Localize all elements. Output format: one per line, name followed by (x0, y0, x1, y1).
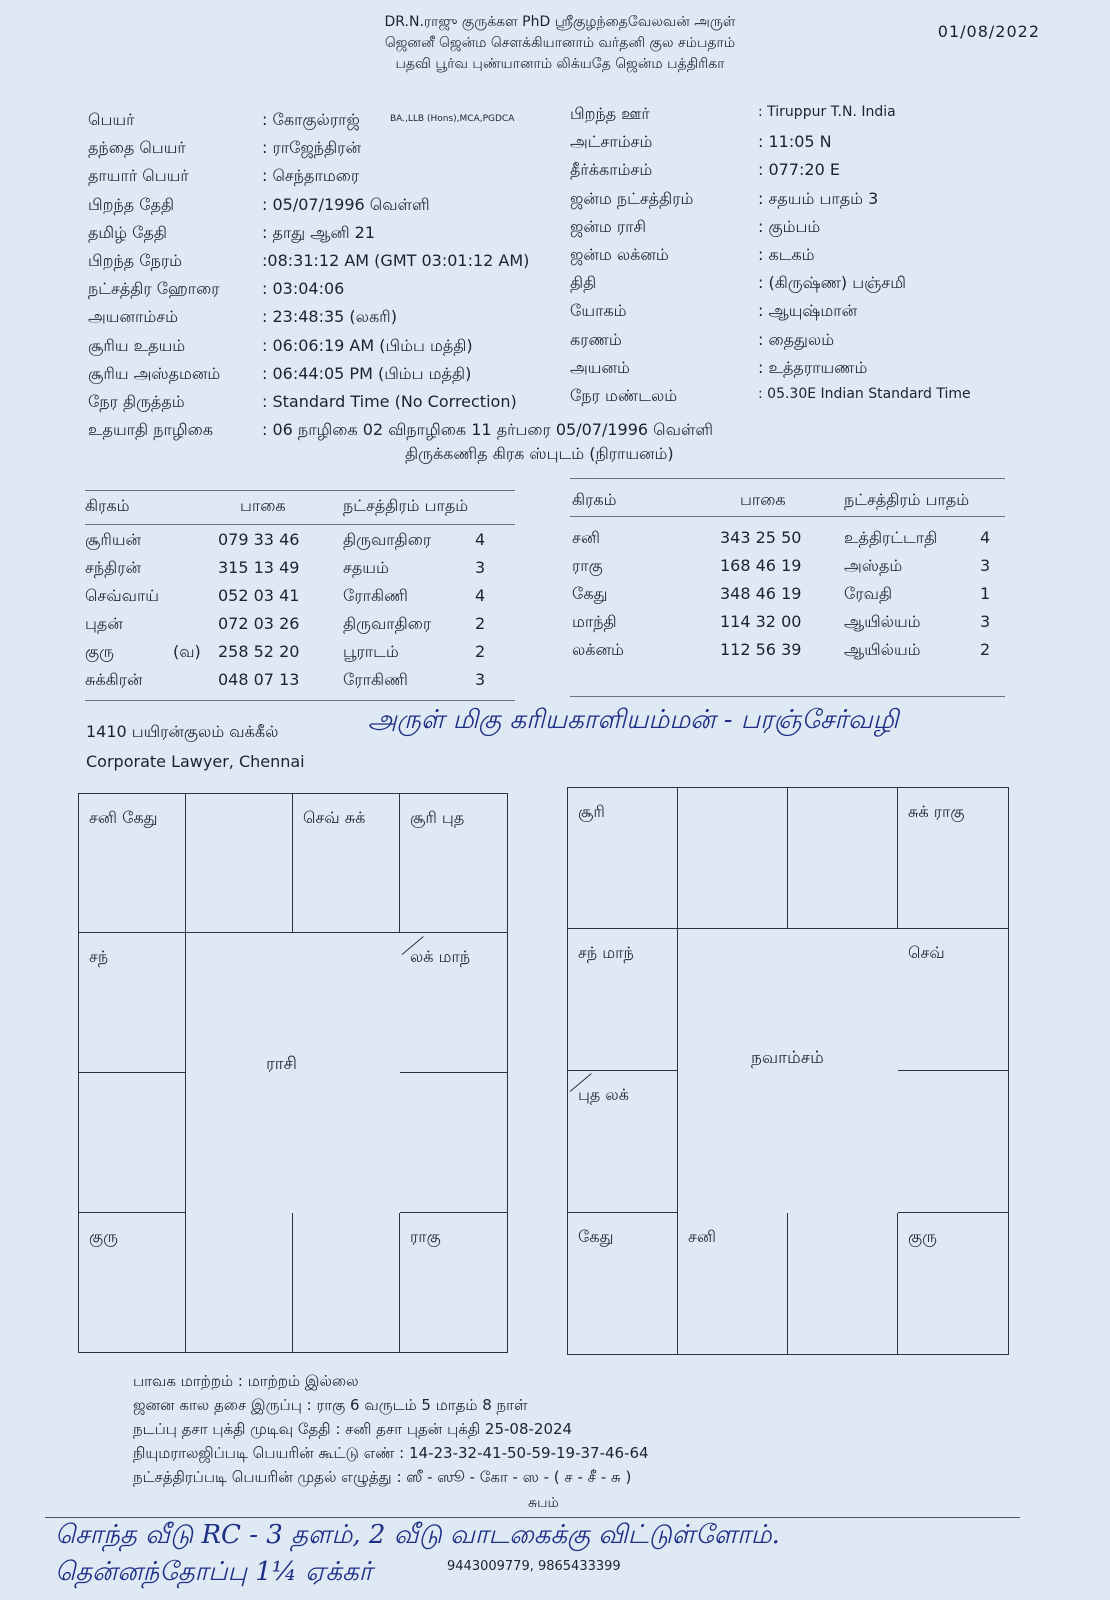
rasi-house-9: குரு (79, 1213, 186, 1352)
planet-pada: 3 (475, 670, 486, 689)
detail-value: : 11:05 N (758, 132, 832, 152)
detail-value: : சதயம் பாதம் 3 (758, 188, 879, 208)
planet-name: லக்னம் (572, 640, 624, 659)
col-planet: கிரகம் (572, 490, 617, 509)
planet-pada: 4 (475, 586, 486, 605)
detail-label: பிறந்த ஊர் (570, 104, 650, 123)
detail-label: ஜன்ம லக்னம் (570, 245, 669, 264)
table-right-rule-bottom (570, 696, 1005, 697)
detail-label: சூரிய அஸ்தமனம் (88, 363, 221, 383)
detail-label: அயனாம்சம் (88, 307, 178, 327)
planet-row (85, 530, 515, 558)
detail-value: : 05.30E Indian Standard Time (758, 386, 971, 402)
col-planet: கிரகம் (85, 496, 130, 515)
navamsa-chart (567, 787, 1009, 1355)
planet-deg: 258 52 20 (218, 642, 300, 661)
navamsa-house-3 (788, 788, 898, 929)
table-right-rule-top (570, 478, 1005, 479)
header-line-2: ஜெனனீ ஜென்ம செளக்கியானாம் வர்தனி குல சம்பதாம் (384, 35, 736, 51)
footer-line: நடப்பு தசா புக்தி முடிவு தேதி : சனி தசா புதன் புக்தி 25-08-2024 (133, 1420, 573, 1438)
detail-value: : செந்தாமரை (262, 166, 360, 186)
detail-label: தந்தை பெயர் (88, 138, 186, 158)
detail-label: உதயாதி நாழிகை (88, 420, 213, 440)
navamsa-house-6: செவ் (898, 929, 1008, 1071)
table-left-rule-top (85, 490, 515, 491)
planet-name: சந்திரன் (85, 558, 142, 577)
planet-name: ராகு (572, 556, 603, 575)
rasi-house-11 (293, 1213, 400, 1352)
planet-pada: 4 (475, 530, 486, 549)
detail-label: தீர்க்காம்சம் (570, 160, 653, 180)
planet-pada: 2 (475, 614, 486, 633)
navamsa-center-label: நவாம்சம் (751, 1048, 824, 1068)
rasi-house-2 (186, 794, 293, 933)
detail-label: யோகம் (570, 301, 627, 321)
detail-value: : 23:48:35 (லகரி) (262, 307, 397, 327)
rasi-house-4: சூரி புத (400, 794, 507, 933)
table-left-rule-bottom (85, 700, 515, 701)
navamsa-house-2 (678, 788, 788, 929)
detail-value: : 06:06:19 AM (பிம்ப மத்தி) (262, 335, 473, 355)
navamsa-house-10: சனி (678, 1213, 788, 1354)
col-star: நட்சத்திரம் பாதம் (343, 496, 469, 515)
rasi-house-8 (400, 1073, 507, 1213)
planet-deg: 315 13 49 (218, 558, 300, 577)
detail-value: : 06 நாழிகை 02 விநாழிகை 11 தர்பரை 05/07/1996 வெள்ளி (262, 420, 714, 440)
detail-label: பிறந்த தேதி (88, 194, 175, 214)
planet-deg: 168 46 19 (720, 556, 802, 575)
detail-label: பெயர் (88, 110, 135, 129)
rows-right (572, 528, 1007, 668)
planet-name: செவ்வாய் (85, 586, 160, 605)
table-header-row (85, 496, 515, 524)
col-degree: பாகை (240, 496, 286, 515)
footer-line: நட்சத்திரப்படி பெயரின் முதல் எழுத்து : ஸீ - ஸூ - கோ - ஸ - ( ச - சீ - சு ) (133, 1468, 632, 1486)
rasi-house-6: லக் மாந் (400, 933, 507, 1073)
detail-label: பிறந்த நேரம் (88, 251, 183, 270)
planet-name: புதன் (85, 614, 123, 633)
detail-label: தாயார் பெயர் (88, 166, 189, 186)
planet-star: அஸ்தம் (844, 556, 903, 575)
detail-value: : கோகுல்ராஜ் (262, 110, 360, 129)
phone-numbers: 9443009779, 9865433399 (447, 1559, 621, 1574)
planet-deg: 114 32 00 (720, 612, 802, 631)
detail-value: : கும்பம் (758, 216, 821, 236)
planet-name: கேது (572, 584, 608, 603)
rows-left (85, 530, 515, 698)
detail-value: : தாது ஆனி 21 (262, 222, 376, 242)
planet-star: ஆயில்யம் (844, 640, 921, 659)
detail-value: : ராஜேந்திரன் (262, 138, 361, 158)
planet-deg: 348 46 19 (720, 584, 802, 603)
navamsa-house-8 (898, 1071, 1008, 1213)
detail-label: ஜன்ம நட்சத்திரம் (570, 188, 694, 208)
footer-subham: சுபம் (528, 1495, 559, 1511)
planet-name: மாந்தி (572, 612, 617, 631)
navamsa-house-4: சுக் ராகு (898, 788, 1008, 929)
rasi-house-10 (186, 1213, 293, 1352)
planet-star: ரோகிணி (343, 586, 408, 605)
detail-label: திதி (570, 273, 597, 293)
planet-star: உத்திரட்டாதி (844, 528, 938, 547)
rasi-house-3: செவ் சுக் (293, 794, 400, 933)
footer-rule (45, 1517, 1020, 1518)
document-date: 01/08/2022 (937, 22, 1040, 41)
name-degrees: BA.,LLB (Hons),MCA,PGDCA (390, 114, 515, 124)
planet-pada: 2 (980, 640, 991, 659)
planet-pada: 2 (475, 642, 486, 661)
planet-deg: 072 03 26 (218, 614, 300, 633)
planet-deg: 048 07 13 (218, 670, 300, 689)
planet-pada: 1 (980, 584, 991, 603)
planet-table-right (572, 490, 1007, 668)
detail-label: நட்சத்திர ஹோரை (88, 279, 220, 299)
detail-label: சூரிய உதயம் (88, 335, 186, 355)
detail-value: : 05/07/1996 வெள்ளி (262, 194, 430, 214)
navamsa-house-1: சூரி (568, 788, 678, 929)
detail-value: :08:31:12 AM (GMT 03:01:12 AM) (262, 251, 530, 270)
planet-row (85, 614, 515, 642)
planet-deg: 112 56 39 (720, 640, 802, 659)
detail-value: : தைதுலம் (758, 329, 835, 349)
planet-name: குரு (85, 642, 114, 661)
detail-value: : Tiruppur T.N. India (758, 104, 896, 120)
detail-label: அயனம் (570, 357, 630, 377)
handwritten-deity: அருள் மிகு கரியகாளியம்மன் - பரஞ்சேர்வழி (368, 705, 899, 735)
planet-row (572, 612, 1007, 640)
footer-line: பாவக மாற்றம் : மாற்றம் இல்லை (133, 1372, 359, 1390)
planet-deg: 343 25 50 (720, 528, 802, 547)
rasi-center-label: ராசி (266, 1054, 297, 1074)
detail-value: : கடகம் (758, 245, 815, 264)
rasi-house-5: சந் (79, 933, 186, 1073)
planet-pada: 4 (980, 528, 991, 547)
detail-value: : 03:04:06 (262, 279, 345, 299)
planet-pada: 3 (980, 612, 991, 631)
planet-flag: (வ) (173, 642, 201, 661)
detail-value: : ஆயுஷ்மான் (758, 301, 858, 321)
planet-pada: 3 (980, 556, 991, 575)
table-header-row (572, 490, 1007, 518)
planet-star: ரேவதி (844, 584, 893, 603)
footer-line: நியுமராலஜிப்படி பெயரின் கூட்டு எண் : 14-23-32-41-50-59-19-37-46-64 (133, 1444, 649, 1462)
planet-name: சனி (572, 528, 600, 547)
detail-value: : 06:44:05 PM (பிம்ப மத்தி) (262, 363, 472, 383)
planet-row (85, 642, 515, 670)
header-line-3: பதவி பூர்வ புண்யானாம் லிக்யதே ஜென்ம பத்திரிகா (395, 56, 725, 72)
planet-star: திருவாதிரை (343, 614, 432, 633)
planet-row (572, 556, 1007, 584)
rasi-house-7 (79, 1073, 186, 1213)
col-degree: பாகை (740, 490, 786, 509)
footer-line: ஜனன கால தசை இருப்பு : ராகு 6 வருடம் 5 மாதம் 8 நாள் (133, 1396, 528, 1414)
planet-star: ரோகிணி (343, 670, 408, 689)
handwritten-bottom-2: தென்னந்தோப்பு 1¼ ஏக்கர் (55, 1557, 373, 1587)
col-star: நட்சத்திரம் பாதம் (844, 490, 970, 509)
planet-row (85, 558, 515, 586)
navamsa-house-5: சந் மாந் (568, 929, 678, 1071)
planet-star: திருவாதிரை (343, 530, 432, 549)
detail-value: : Standard Time (No Correction) (262, 392, 517, 411)
navamsa-house-12: குரு (908, 1227, 937, 1246)
planet-star: ஆயில்யம் (844, 612, 921, 631)
navamsa-house-9: கேது (568, 1213, 678, 1354)
navamsa-house-7: புத லக் (568, 1071, 678, 1213)
planet-name: சுக்கிரன் (85, 670, 143, 689)
detail-label: கரணம் (570, 329, 622, 349)
planet-row (572, 584, 1007, 612)
detail-label: தமிழ் தேதி (88, 222, 168, 242)
detail-value: : உத்தராயணம் (758, 357, 868, 377)
planet-deg: 079 33 46 (218, 530, 300, 549)
rasi-house-12: ராகு (410, 1227, 441, 1246)
navamsa-house-11 (788, 1213, 898, 1354)
lawyer-line-2: Corporate Lawyer, Chennai (86, 752, 305, 771)
rasi-chart (78, 793, 508, 1353)
planet-pada: 3 (475, 558, 486, 577)
handwritten-bottom-1: சொந்த வீடு RC - 3 தளம், 2 வீடு வாடகைக்கு விட்டுள்ளோம். (55, 1520, 780, 1550)
rasi-house-1: சனி கேது (79, 794, 186, 933)
detail-value: : (கிருஷ்ண) பஞ்சமி (758, 273, 906, 293)
planet-deg: 052 03 41 (218, 586, 300, 605)
header-line-1: DR.N.ராஜு குருக்கள PhD ஸ்ரீகுழந்தைவேலவன் அருள் (384, 14, 736, 30)
detail-value: : 077:20 E (758, 160, 840, 180)
planet-name: சூரியன் (85, 530, 142, 549)
planet-star: பூராடம் (343, 642, 399, 661)
planet-row (572, 640, 1007, 668)
planet-star: சதயம் (343, 558, 389, 577)
detail-label: நேர திருத்தம் (88, 392, 185, 411)
planet-row (572, 528, 1007, 556)
detail-label: அட்சாம்சம் (570, 132, 653, 152)
planet-row (85, 586, 515, 614)
sphuta-title: திருக்கணித கிரக ஸ்புடம் (நிராயனம்) (405, 444, 674, 463)
detail-label: நேர மண்டலம் (570, 386, 678, 405)
planet-row (85, 670, 515, 698)
planet-table-left (85, 496, 515, 698)
lawyer-line-1: 1410 பயிரன்குலம் வக்கீல் (86, 722, 279, 741)
detail-label: ஜன்ம ராசி (570, 216, 646, 236)
